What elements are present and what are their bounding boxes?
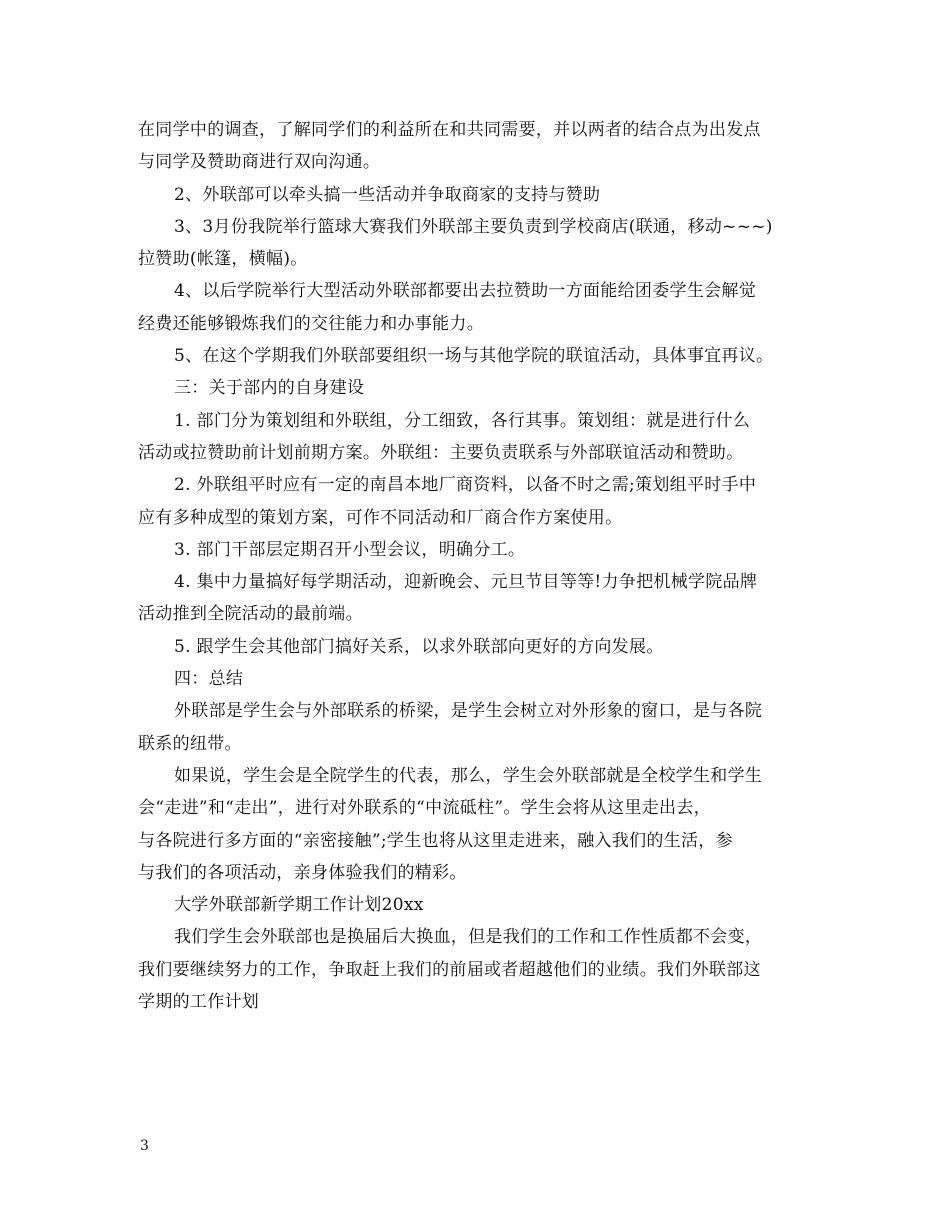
paragraph-line: 外联部是学生会与外部联系的桥梁，是学生会树立对外形象的窗口，是与各院 — [174, 701, 763, 722]
document-body — [138, 114, 818, 1018]
list-item: 5. 跟学生会其他部门搞好关系，以求外联部向更好的方向发展。 — [174, 636, 664, 657]
list-item: 5、在这个学期我们外联部要组织一场与其他学院的联谊活动，具体事宜再议。 — [174, 346, 774, 367]
paragraph-line: 我们学生会外联部也是换届后大换血，但是我们的工作和工作性质都不会变， — [174, 927, 763, 948]
body-line: 活动推到全院活动的最前端。 — [138, 604, 363, 625]
page-number: 3 — [140, 1138, 149, 1154]
list-item: 2、外联部可以牵头搞一些活动并争取商家的支持与赞助 — [174, 184, 601, 205]
document-subtitle: 大学外联部新学期工作计划20xx — [174, 895, 424, 916]
body-line: 与同学及赞助商进行双向沟通。 — [138, 152, 381, 173]
paragraph-line: 如果说，学生会是全院学生的代表，那么，学生会外联部就是全校学生和学生 — [174, 765, 763, 786]
body-line: 拉赞助(帐篷，横幅)。 — [138, 249, 308, 270]
body-line: 我们要继续努力的工作，争取赶上我们的前届或者超越他们的业绩。我们外联部这 — [138, 959, 761, 980]
body-line: 与我们的各项活动，亲身体验我们的精彩。 — [138, 862, 467, 883]
list-item: 2. 外联组平时应有一定的南昌本地厂商资料，以备不时之需;策划组平时手中 — [174, 475, 757, 496]
body-line: 在同学中的调查，了解同学们的利益所在和共同需要，并以两者的结合点为出发点 — [138, 120, 761, 140]
body-line: 经费还能够锻炼我们的交往能力和办事能力。 — [138, 313, 484, 334]
list-item: 3、3月份我院举行篮球大赛我们外联部主要负责到学校商店(联通，移动~~~) — [174, 216, 773, 237]
section-heading: 四：总结 — [174, 669, 244, 690]
list-item: 4、以后学院举行大型活动外联部都要出去拉赞助一方面能给团委学生会解觉 — [174, 281, 757, 302]
list-item: 3. 部门干部层定期召开小型会议，明确分工。 — [174, 539, 526, 560]
list-item: 1. 部门分为策划组和外联组，分工细致，各行其事。策划组：就是进行什么 — [174, 410, 751, 431]
body-line: 应有多种成型的策划方案，可作不同活动和厂商合作方案使用。 — [138, 507, 623, 528]
body-line: 联系的纽带。 — [138, 733, 242, 754]
body-line: 学期的工作计划 — [138, 992, 260, 1013]
body-line: 活动或拉赞助前计划前期方案。外联组：主要负责联系与外部联谊活动和赞助。 — [138, 442, 744, 463]
list-item: 4. 集中力量搞好每学期活动，迎新晚会、元旦节目等等!力争把机械学院品牌 — [174, 572, 758, 593]
body-line: 与各院进行多方面的“亲密接触”;学生也将从这里走进来，融入我们的生活，参 — [138, 830, 733, 851]
section-heading: 三：关于部内的自身建设 — [174, 378, 365, 399]
body-line: 会“走进”和“走出”，进行对外联系的“中流砥柱”。学生会将从这里走出去， — [138, 798, 711, 819]
